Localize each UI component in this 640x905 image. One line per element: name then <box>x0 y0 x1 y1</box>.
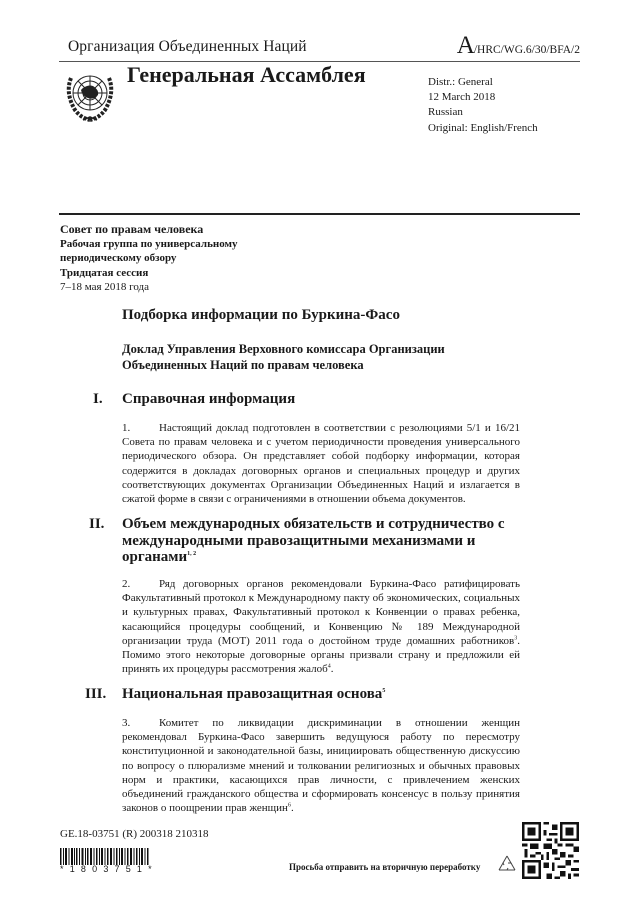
document-subtitle: Доклад Управления Верховного комиссара Организации Объединенных Наций по правам человека <box>122 342 445 372</box>
distr-original: Original: English/French <box>428 121 538 134</box>
working-group-line1: Рабочая группа по универсальному <box>60 237 238 250</box>
job-number: GE.18-03751 (R) 200318 210318 <box>60 828 209 840</box>
section-1-heading: Справочная информация <box>122 391 296 407</box>
section-2-number: II. <box>89 516 105 532</box>
paragraph-2 <box>122 577 520 676</box>
section-3-heading <box>122 686 522 703</box>
paragraph-1-text: Настоящий доклад подготовлен в соответствии с резолюциями 5/1 и 16/21 Совета по правам человека и с учетом периодичности проведения универсального периодического обзора. Он представляет собой подборку информации, которая содержится в докладах договорных органов и специальных процедур и других соответствующих документах Организации Объединенных Наций и излагается в сжатой форме в связи с ограничениями в отношении объема документов. <box>122 422 520 506</box>
paragraph-1-number: 1. <box>122 422 131 434</box>
symbol-code: /HRC/WG.6/30/BFA/2 <box>473 44 580 56</box>
working-group-line2: периодическому обзору <box>60 252 177 264</box>
distr-type: Distr.: General <box>428 76 493 88</box>
recycle-icon <box>495 853 519 877</box>
section-3-heading-text: Национальная правозащитная основа <box>122 686 383 702</box>
session-dates: 7–18 мая 2018 года <box>60 281 149 293</box>
distr-date: 12 March 2018 <box>428 91 496 104</box>
section-2-heading-text: Объем международных обязательств и сотрудничество с международными правозащитными механизмами и органами <box>122 516 505 565</box>
footnote-ref-3: 3 <box>514 635 518 642</box>
paragraph-1 <box>122 421 520 506</box>
paragraph-2-text-cont: . Помимо этого некоторые договорные органы призвали страну и предложили ей принять их процедуры рассмотрения жалоб <box>122 634 520 676</box>
section-3-number: III. <box>85 686 107 702</box>
distr-language: Russian <box>428 106 463 119</box>
session-name: Тридцатая сессия <box>60 266 149 279</box>
document-title: Подборка информации по Буркина-Фасо <box>122 307 400 323</box>
paragraph-3 <box>122 716 520 815</box>
paragraph-3-end: . <box>290 802 294 815</box>
paragraph-2-end: . <box>330 663 334 676</box>
footnote-ref-4: 4 <box>327 663 331 670</box>
council-name: Совет по правам человека <box>60 222 204 236</box>
qr-code-icon <box>522 822 579 879</box>
paragraph-2-number: 2. <box>122 578 131 590</box>
recycle-notice: Просьба отправить на вторичную переработку <box>289 862 481 872</box>
organization-name: Организация Объединенных Наций <box>68 38 307 55</box>
footnote-ref-6: 6 <box>287 802 291 809</box>
header-divider <box>59 213 580 215</box>
section-1-number: I. <box>93 391 103 407</box>
paragraph-3-number: 3. <box>122 717 131 729</box>
un-emblem-icon <box>63 66 117 126</box>
section-2-heading <box>122 516 517 566</box>
distribution-info <box>428 75 538 136</box>
meeting-info <box>60 222 238 295</box>
barcode-number: *1803751* <box>60 864 158 874</box>
section-2-footnotes: 1, 2 <box>187 551 197 557</box>
symbol-prefix: A <box>456 32 474 59</box>
paragraph-3-text: Комитет по ликвидации дискриминации в отношении женщин рекомендовал Буркина-Фасо завершить ведущуюся работу по пересмотру конституционной и законодательной базы, инициировать общественную дискуссию по вопросу о плюрализме мнений и толковании религиозных и обычных правовых норм и практики, касающихся прав личности, с привлечением женских объединений гражданского общества и сформировать консенсус в пользу принятия законов о поощрении прав женщин <box>122 717 520 815</box>
assembly-title: Генеральная Ассамблея <box>127 62 366 87</box>
paragraph-2-text: Ряд договорных органов рекомендовали Буркина-Фасо ратифицировать Факультативный протокол к Международному пакту об экономических, социальных и культурных правах, Факультативный протокол к Конвенции о правах ребенка, касающийся процедуры сообщений, и Конвенцию № 189 Международной организации труда (МОТ) 2011 года о достойном труде домашних работников <box>122 578 520 647</box>
document-symbol <box>457 32 580 60</box>
section-3-footnotes: 5 <box>382 688 386 694</box>
barcode-icon <box>60 848 150 865</box>
